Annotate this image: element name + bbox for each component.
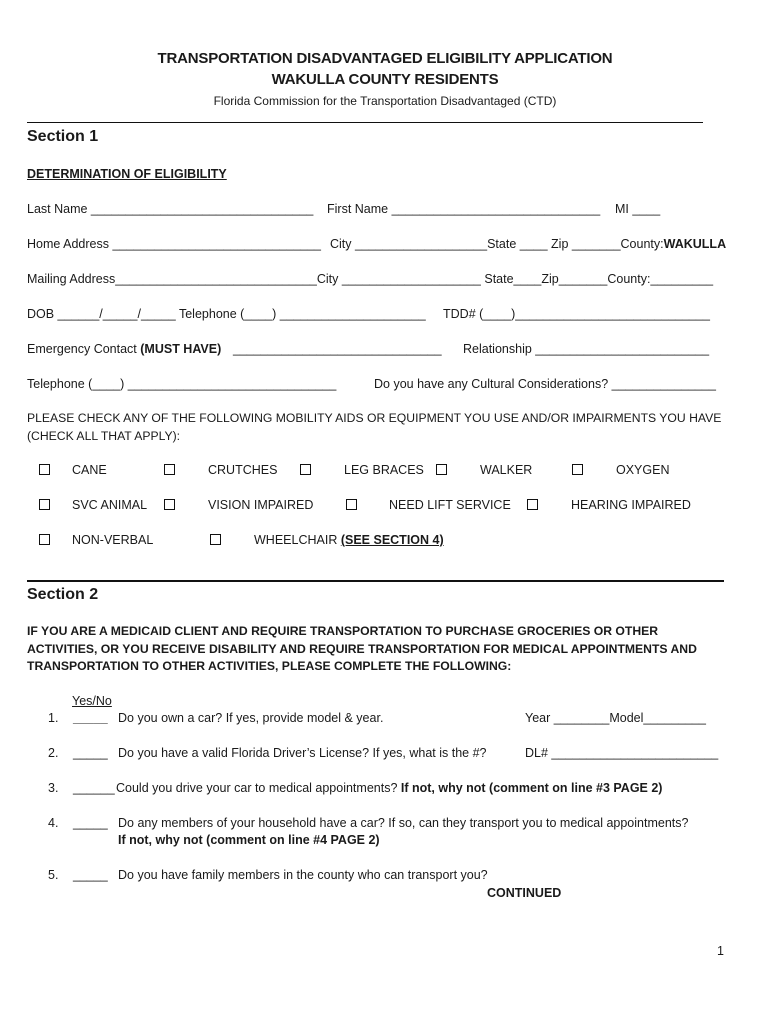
section2-heading: Section 2 xyxy=(27,586,99,603)
header-divider xyxy=(27,122,703,123)
emergency-telephone-field[interactable]: Telephone (____) ______________________________ xyxy=(27,377,337,391)
svc-animal-label: SVC ANIMAL xyxy=(72,498,148,512)
q4-text: Do any members of your household have a car? If so, can they transport you to medical appointments? xyxy=(118,816,689,830)
mi-field[interactable]: MI ____ xyxy=(615,202,661,216)
emergency-contact-text: Emergency Contact xyxy=(27,342,141,356)
q3-answer-field[interactable]: ______ xyxy=(73,781,115,795)
q2-answer-field[interactable]: _____ xyxy=(73,746,108,760)
crutches-checkbox[interactable] xyxy=(164,464,175,475)
section1-heading: Section 1 xyxy=(27,128,99,145)
q5-number: 5. xyxy=(48,868,59,882)
eligibility-subheading: DETERMINATION OF ELIGIBILITY xyxy=(27,167,227,181)
oxygen-label: OXYGEN xyxy=(616,463,670,477)
svc-animal-checkbox[interactable] xyxy=(39,499,50,510)
q5-answer-field[interactable]: _____ xyxy=(73,868,108,882)
need-lift-label: NEED LIFT SERVICE xyxy=(389,498,511,512)
q2-text: Do you have a valid Florida Driver’s License? If yes, what is the #? xyxy=(118,746,487,760)
q3-text xyxy=(116,781,662,795)
emergency-contact-label xyxy=(27,342,221,356)
q1-answer-field[interactable]: _____ xyxy=(73,711,108,725)
wheelchair-checkbox[interactable] xyxy=(210,534,221,545)
emergency-contact-field[interactable]: ______________________________ xyxy=(233,342,442,356)
last-name-field[interactable]: Last Name ________________________________ xyxy=(27,202,314,216)
leg-braces-checkbox[interactable] xyxy=(300,464,311,475)
vision-impaired-checkbox[interactable] xyxy=(164,499,175,510)
vision-impaired-label: VISION IMPAIRED xyxy=(208,498,314,512)
hearing-impaired-checkbox[interactable] xyxy=(527,499,538,510)
q1-number: 1. xyxy=(48,711,59,725)
aids-instruction-line2: (CHECK ALL THAT APPLY): xyxy=(27,429,181,443)
aids-instruction-line1: PLEASE CHECK ANY OF THE FOLLOWING MOBILITY AIDS OR EQUIPMENT YOU USE AND/OR IMPAIRMENTS YOU HAVE xyxy=(27,411,722,425)
q2-dl-field[interactable]: DL# ________________________ xyxy=(525,746,719,760)
q1-year-model-field[interactable]: Year ________Model_________ xyxy=(525,711,706,725)
q3-note: If not, why not (comment on line #3 PAGE 2) xyxy=(400,781,663,795)
cane-checkbox[interactable] xyxy=(39,464,50,475)
need-lift-checkbox[interactable] xyxy=(346,499,357,510)
commission-name: Florida Commission for the Transportation Disadvantaged (CTD) xyxy=(213,94,557,108)
continued-label: CONTINUED xyxy=(487,886,562,900)
walker-checkbox[interactable] xyxy=(436,464,447,475)
wheelchair-note: (SEE SECTION 4) xyxy=(340,533,444,547)
form-subtitle: WAKULLA COUNTY RESIDENTS xyxy=(271,71,499,88)
q4-number: 4. xyxy=(48,816,59,830)
form-title: TRANSPORTATION DISADVANTAGED ELIGIBILITY APPLICATION xyxy=(157,50,613,67)
section-divider xyxy=(27,580,724,582)
section2-intro: IF YOU ARE A MEDICAID CLIENT AND REQUIRE TRANSPORTATION TO PURCHASE GROCERIES OR OTHER ACTIVITIES, OR YOU RECEIVE DISABILITY AND REQUIRE TRANSPORTATION FOR MEDICAL APPOINTMENTS AND TRANSPORTATION TO OTHER ACTIVITIES, PLEASE COMPLETE THE FOLLOWING: xyxy=(27,624,697,673)
q4-note: If not, why not (comment on line #4 PAGE 2) xyxy=(118,833,380,847)
page-number: 1 xyxy=(717,944,724,958)
cultural-considerations-field[interactable]: Do you have any Cultural Considerations? _______________ xyxy=(374,377,716,391)
q1-text: Do you own a car? If yes, provide model & year. xyxy=(118,711,384,725)
home-address-field[interactable]: Home Address ______________________________ xyxy=(27,237,322,251)
wheelchair-text: WHEELCHAIR xyxy=(254,533,341,547)
q3-question: Could you drive your car to medical appointments? xyxy=(116,781,401,795)
non-verbal-checkbox[interactable] xyxy=(39,534,50,545)
relationship-field[interactable]: Relationship _________________________ xyxy=(463,342,710,356)
first-name-field[interactable]: First Name ______________________________ xyxy=(327,202,601,216)
county-value: WAKULLA xyxy=(663,237,727,251)
home-city-state-zip-field[interactable] xyxy=(330,237,726,251)
hearing-impaired-label: HEARING IMPAIRED xyxy=(571,498,691,512)
q3-number: 3. xyxy=(48,781,59,795)
oxygen-checkbox[interactable] xyxy=(572,464,583,475)
mailing-address-field[interactable]: Mailing Address_____________________________City ____________________ State____Zip_______County:_________ xyxy=(27,272,714,286)
q5-text: Do you have family members in the county who can transport you? xyxy=(118,868,488,882)
non-verbal-label: NON-VERBAL xyxy=(72,533,154,547)
yes-no-header: Yes/No xyxy=(72,694,112,708)
wheelchair-label xyxy=(254,533,444,547)
home-city-state-zip-label: City ___________________State ____ Zip _______County: xyxy=(330,237,664,251)
walker-label: WALKER xyxy=(480,463,533,477)
q4-answer-field[interactable]: _____ xyxy=(73,816,108,830)
q2-number: 2. xyxy=(48,746,59,760)
crutches-label: CRUTCHES xyxy=(208,463,278,477)
must-have-note: (MUST HAVE) xyxy=(140,342,222,356)
tdd-field[interactable]: TDD# (____)____________________________ xyxy=(443,307,710,321)
cane-label: CANE xyxy=(72,463,107,477)
leg-braces-label: LEG BRACES xyxy=(344,463,424,477)
dob-telephone-field[interactable]: DOB ______/_____/_____ Telephone (____) _____________________ xyxy=(27,307,426,321)
